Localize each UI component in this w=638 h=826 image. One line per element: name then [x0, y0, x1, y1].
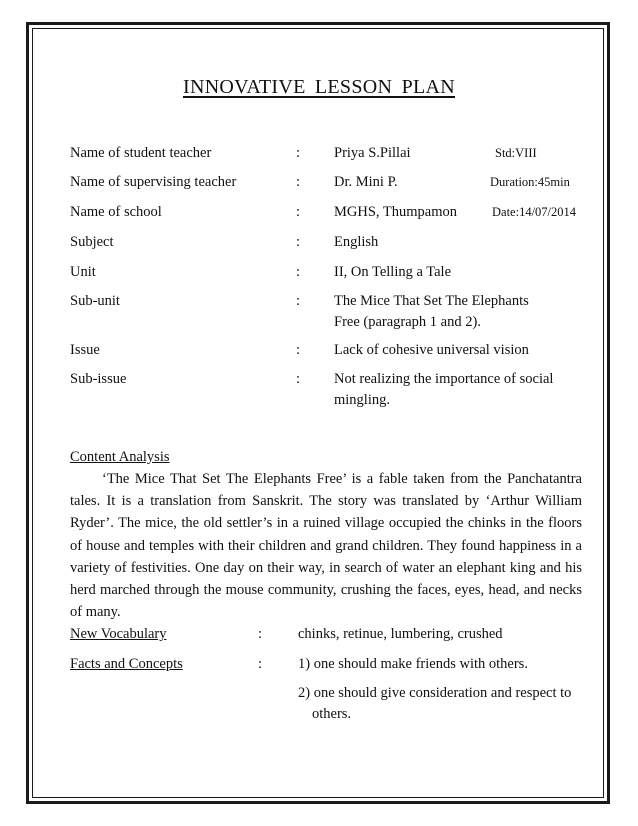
row-colon: : — [296, 264, 301, 280]
paragraph-line: of house and temples with their children and grand children. They found happiness in a — [70, 537, 582, 554]
row-colon: : — [296, 342, 301, 358]
row-colon: : — [258, 626, 263, 642]
row-label: Sub-issue — [70, 371, 127, 387]
paragraph-line: ‘The Mice That Set The Elephants Free’ is a fable taken from the Panchatantra — [102, 471, 582, 487]
new-vocabulary-label: New Vocabulary — [70, 626, 167, 642]
row-label: Name of supervising teacher — [70, 174, 237, 190]
content-analysis-paragraph — [70, 468, 582, 623]
row-value: Priya S.Pillai — [334, 145, 411, 161]
row-colon: : — [296, 371, 301, 387]
row-value: MGHS, Thumpamon — [334, 204, 457, 220]
row-colon: : — [296, 293, 301, 309]
row-value — [334, 291, 584, 333]
row-value-line: The Mice That Set The Elephants — [334, 293, 529, 309]
row-value: English — [334, 234, 379, 250]
row-label: Subject — [70, 234, 114, 250]
duration-value: Duration:45min — [490, 175, 570, 189]
paragraph-line: herd marched through the mouse community, crushing the faces, eyes, head, and necks — [70, 582, 582, 599]
row-colon: : — [296, 234, 301, 250]
row-label: Sub-unit — [70, 293, 120, 309]
row-colon: : — [296, 174, 301, 190]
fact-item-continuation: others. — [312, 706, 352, 722]
document-title — [0, 76, 638, 99]
paragraph-line: of many. — [70, 604, 121, 621]
facts-concepts-value — [298, 654, 588, 675]
document-title-text: INNOVATIVE LESSON PLAN — [182, 76, 455, 98]
date-value: Date:14/07/2014 — [492, 205, 577, 219]
row-label: Unit — [70, 264, 96, 280]
fact-item: 1) one should make friends with others. — [298, 656, 528, 672]
row-label: Issue — [70, 342, 100, 358]
row-value: II, On Telling a Tale — [334, 264, 452, 280]
fact-item: 2) one should give consideration and respect to — [298, 685, 572, 701]
facts-concepts-label: Facts and Concepts — [70, 656, 183, 672]
facts-concepts-value — [298, 683, 588, 725]
paragraph-line: tales. It is a translation from Sanskrit. The story was translated by ‘Arthur William — [70, 493, 582, 510]
row-value-line: mingling. — [334, 392, 390, 408]
row-label: Name of school — [70, 204, 162, 220]
content-analysis-heading: Content Analysis — [70, 449, 170, 465]
paragraph-line: Ryder’. The mice, the old settler’s in a ruined village occupied the chinks in the floors — [70, 515, 582, 532]
row-colon: : — [296, 145, 301, 161]
row-value: Dr. Mini P. — [334, 174, 398, 190]
std-value: Std:VIII — [495, 146, 537, 160]
row-label: Name of student teacher — [70, 145, 212, 161]
row-value-line: Free (paragraph 1 and 2). — [334, 314, 481, 330]
row-colon: : — [296, 204, 301, 220]
row-colon: : — [258, 656, 263, 672]
paragraph-line: variety of festivities. One day on their way, in search of water an elephant king and his — [70, 559, 582, 576]
new-vocabulary-value: chinks, retinue, lumbering, crushed — [298, 626, 503, 642]
row-value — [334, 369, 584, 411]
row-value-line: Not realizing the importance of social — [334, 371, 554, 387]
row-value: Lack of cohesive universal vision — [334, 342, 529, 358]
